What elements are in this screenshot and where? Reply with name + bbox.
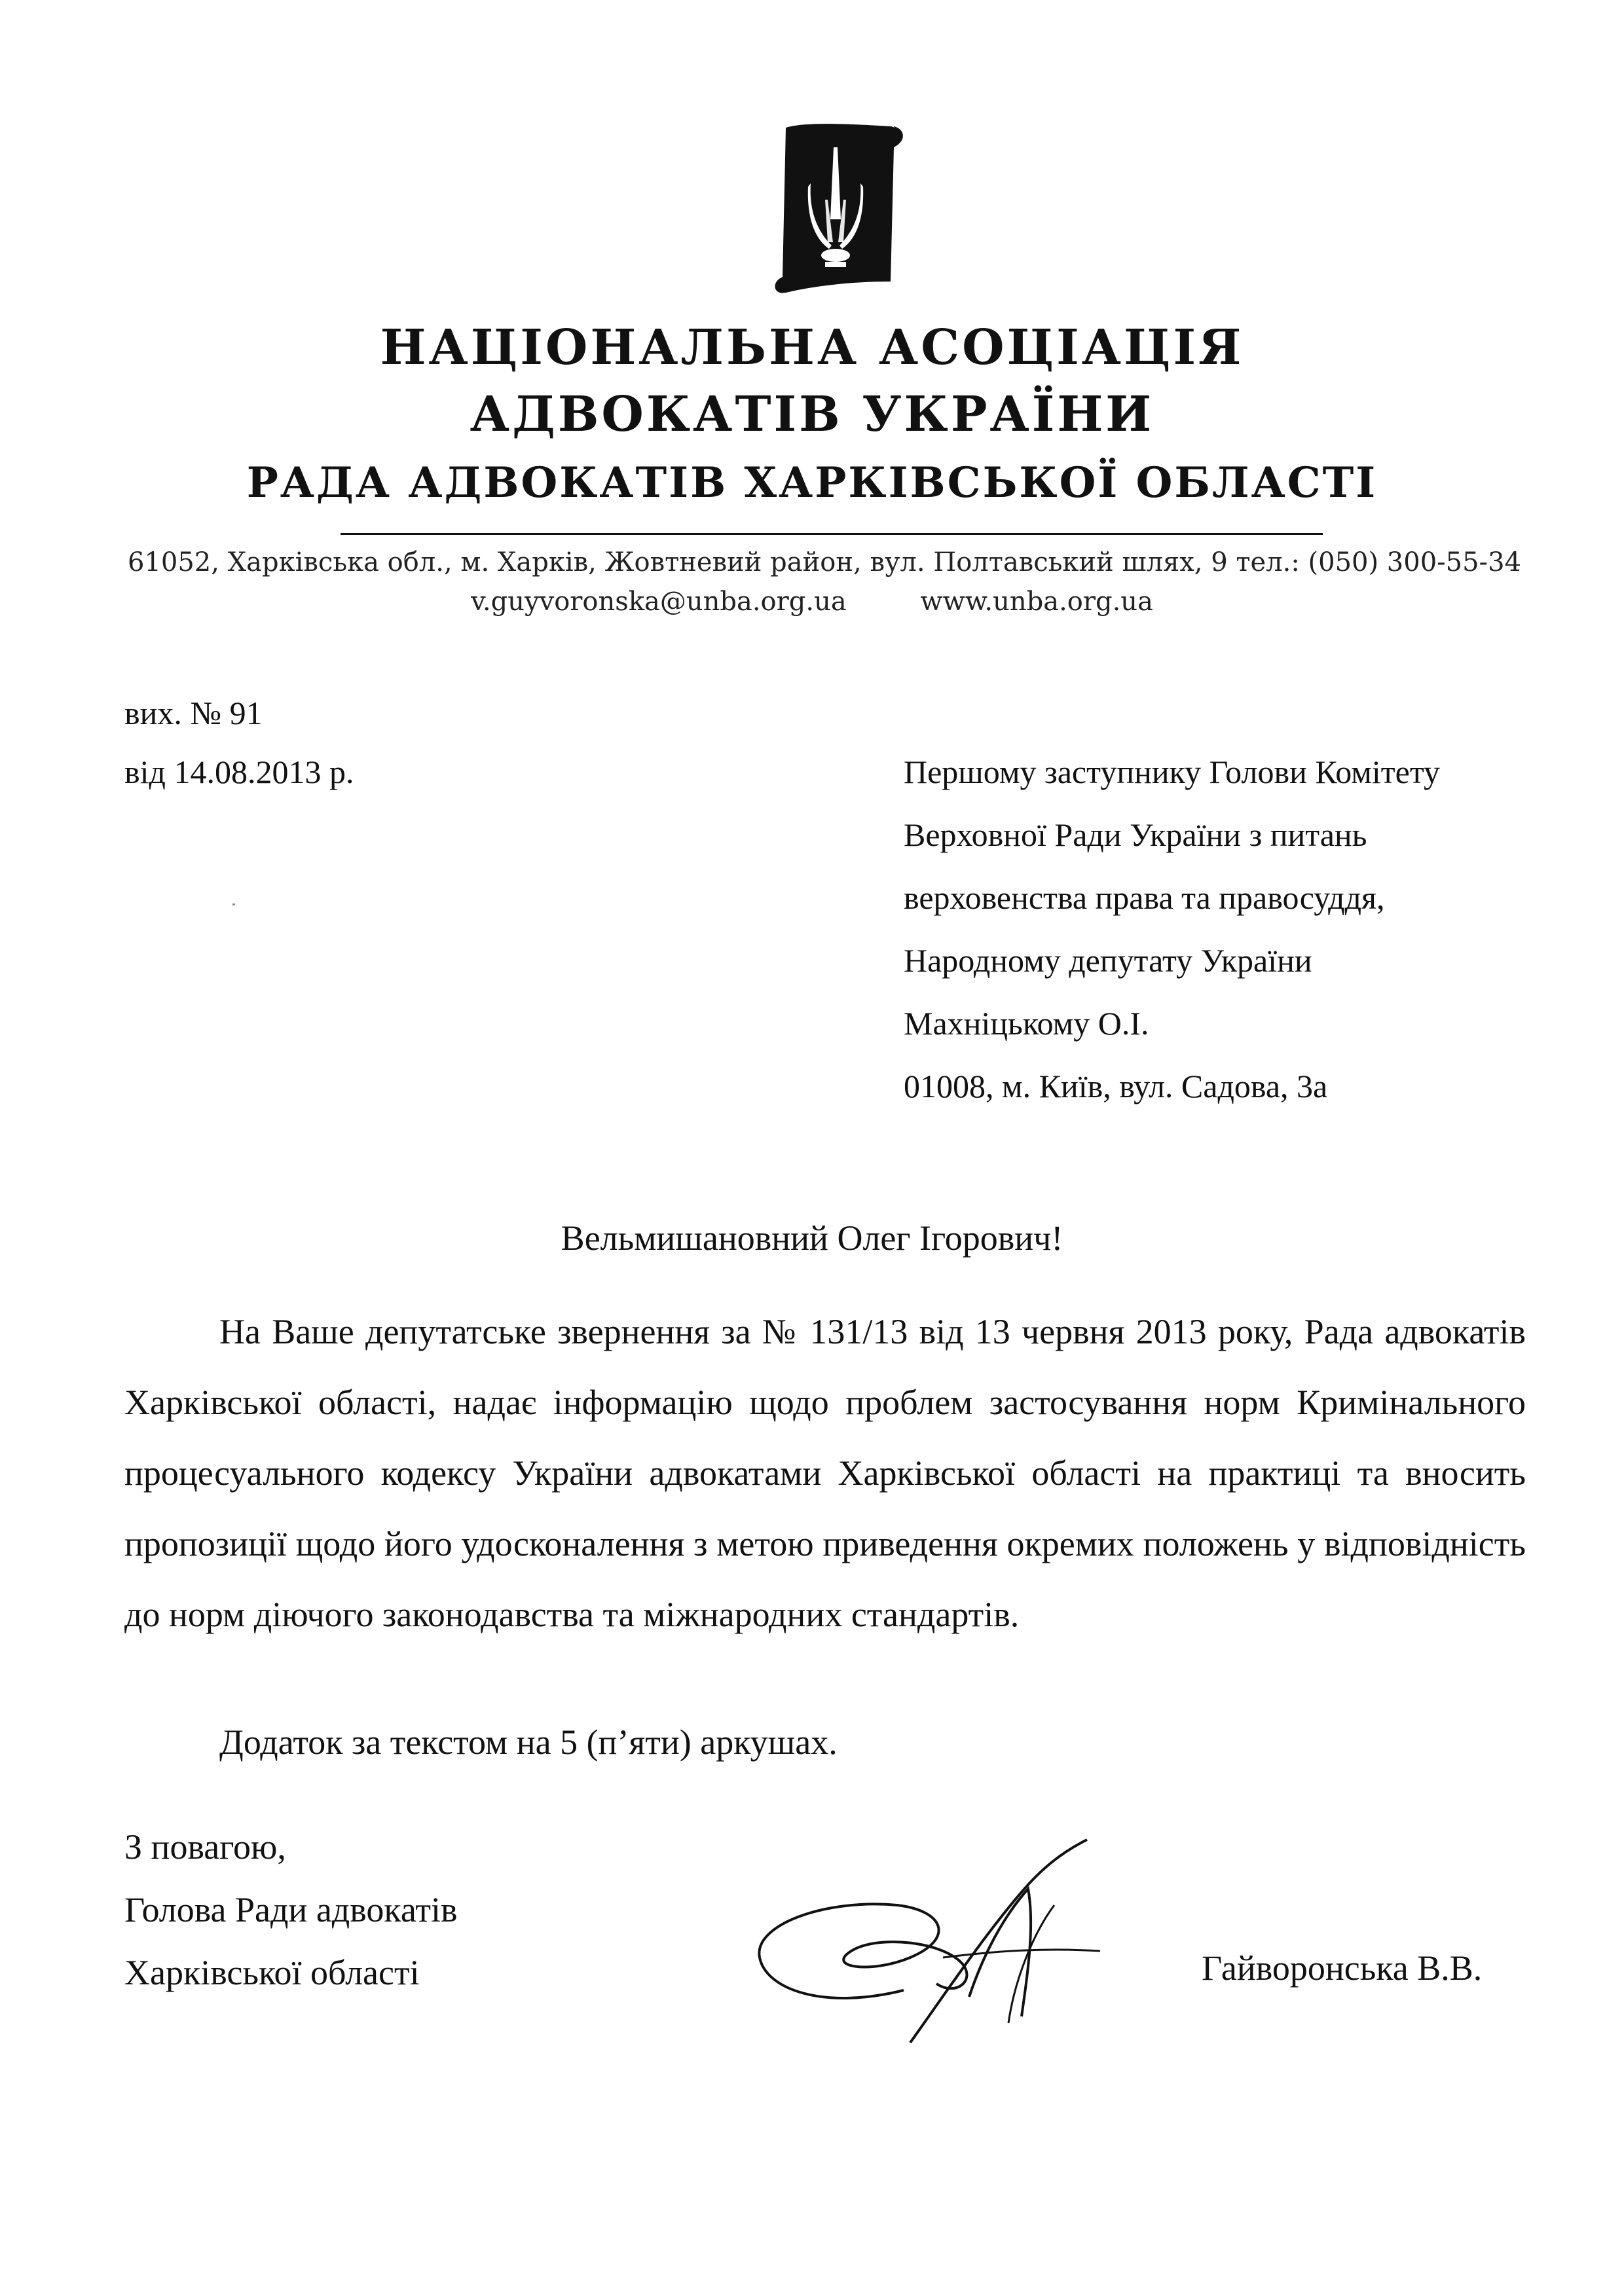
appendix-note: Додаток за текстом на 5 (п’яти) аркушах. <box>219 1722 838 1762</box>
salutation: Вельмишановний Олег Ігорович! <box>561 1218 1063 1258</box>
org-title-line-1: НАЦІОНАЛЬНА АСОЦІАЦІЯ <box>380 319 1244 376</box>
closing-block <box>124 1827 458 2015</box>
org-title-line-3: РАДА АДВОКАТІВ ХАРКІВСЬКОЇ ОБЛАСТІ <box>246 458 1378 507</box>
outgoing-number: вих. № 91 <box>124 695 263 731</box>
letterhead-address: 61052, Харківська обл., м. Харків, Жовтневий район, вул. Полтавський шлях, 9 тел.: (050) 300-55-34 <box>128 547 1521 577</box>
closing-line: З повагою, <box>124 1827 286 1867</box>
signer-name: Гайворонська В.В. <box>1202 1948 1483 1988</box>
body-paragraph: На Ваше депутатське звернення за № 131/13 від 13 червня 2013 року, Рада адвокатів Харківської області, надає інформацію щодо проблем застосування норм Кримінального процесуального кодексу України адвокатами Харківської області на практиці та вносить пропозиції щодо його удосконалення з метою приведення окремих положень у відповідність до норм діючого законодавства та міжнародних стандартів. <box>124 1312 1526 1634</box>
letterhead-divider <box>341 533 1323 535</box>
recipient-block <box>904 753 1440 1130</box>
scan-speck <box>232 903 235 905</box>
letterhead-contacts <box>0 587 1624 617</box>
unba-trident-scroll-icon <box>760 121 910 304</box>
recipient-line: Верховної Ради України з питань <box>904 816 1367 853</box>
handwritten-signature <box>747 1827 1113 2062</box>
email-link[interactable]: v.guyvoronska@unba.org.ua <box>471 587 847 617</box>
website-link[interactable]: www.unba.org.ua <box>920 587 1153 617</box>
closing-line: Голова Ради адвокатів <box>124 1890 458 1929</box>
letter-date: від 14.08.2013 р. <box>124 754 354 790</box>
recipient-line: 01008, м. Київ, вул. Садова, 3а <box>904 1068 1328 1104</box>
org-title-line-2: АДВОКАТІВ УКРАЇНИ <box>470 386 1154 443</box>
recipient-line: Махніцькому О.І. <box>904 1005 1149 1042</box>
recipient-line: верховенства права та правосуддя, <box>904 879 1385 916</box>
recipient-line: Народному депутату України <box>904 942 1312 979</box>
recipient-line: Першому заступнику Голови Комітету <box>904 754 1441 790</box>
closing-line: Харківської області <box>124 1953 420 1992</box>
